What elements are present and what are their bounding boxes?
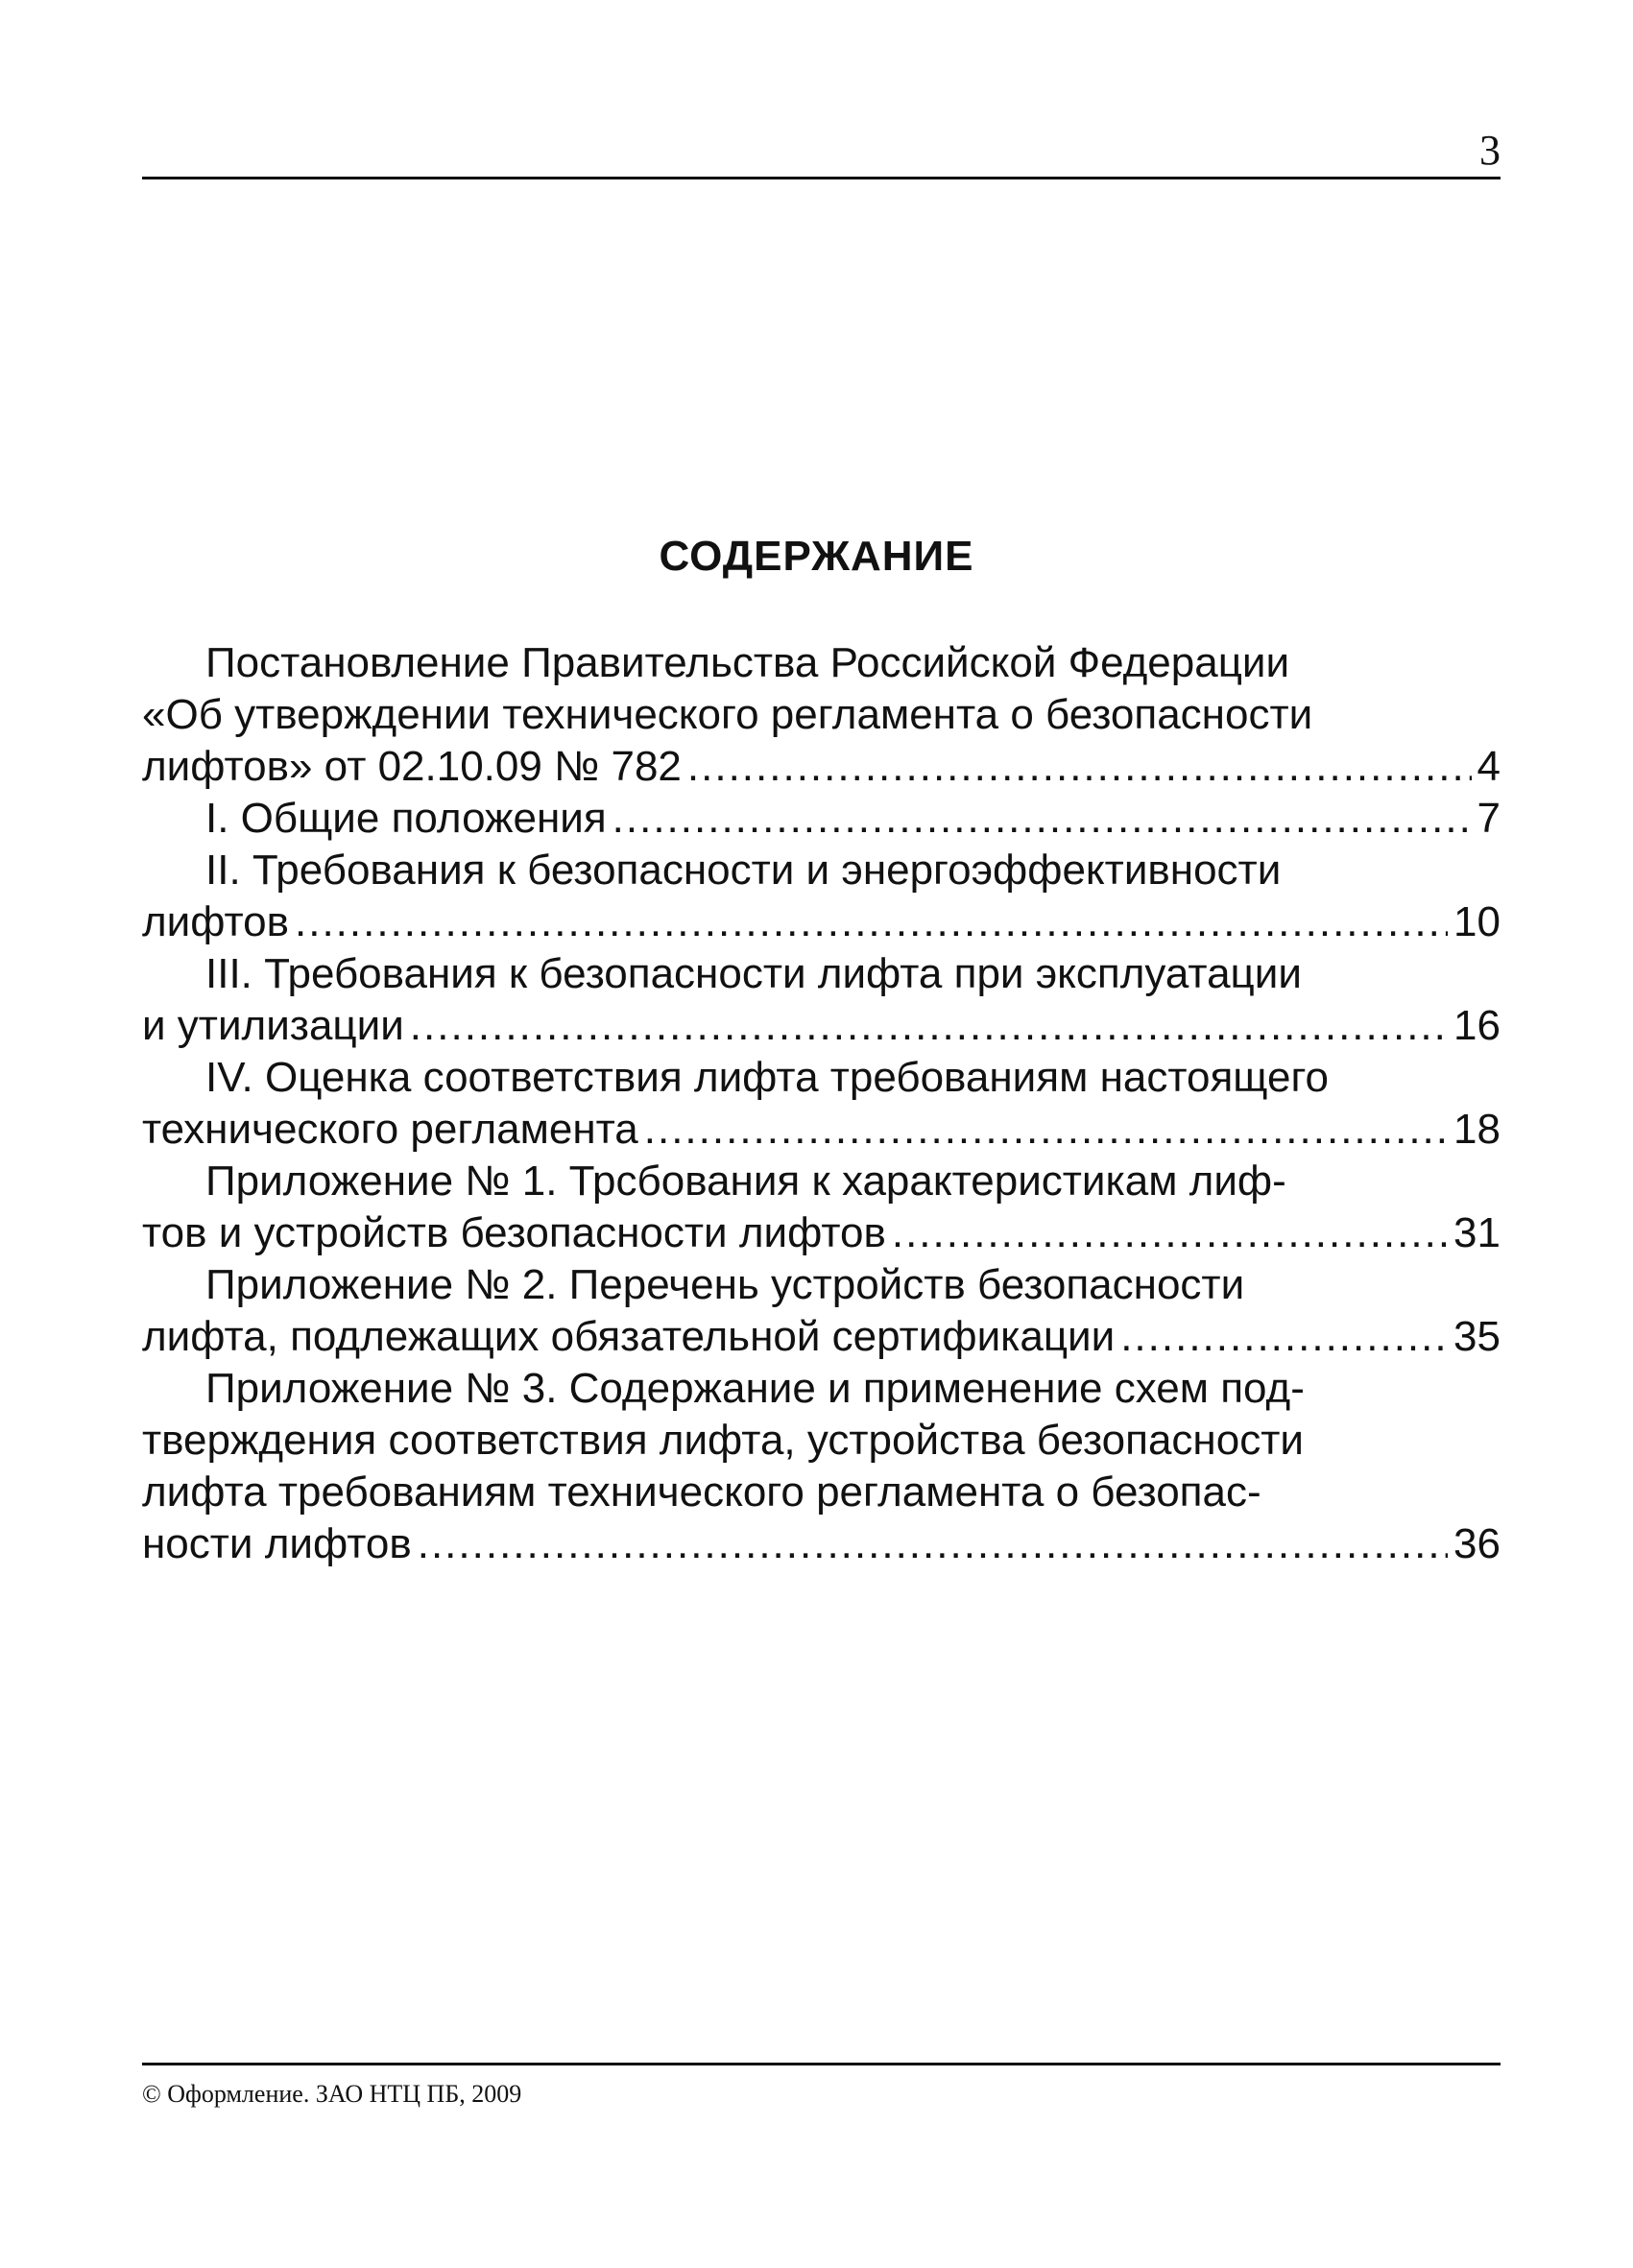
toc-entry-last-line: [142, 793, 1501, 845]
toc-entry-last-line: [142, 1518, 1501, 1570]
dot-leader: [644, 1104, 1448, 1156]
toc-entry-text-line: тверждения соответствия лифта, устройства безопасности: [142, 1417, 1304, 1464]
toc-entry-last-line: [142, 1311, 1501, 1363]
toc-entry-last-line: [142, 741, 1501, 793]
dot-leader: [687, 741, 1472, 793]
toc-page-number: 36: [1453, 1520, 1501, 1567]
toc-entry-last-line: [142, 1104, 1501, 1156]
toc-entry-appendix-1[interactable]: [142, 1156, 1501, 1259]
toc-entry-text-line: технического регламента: [142, 1106, 638, 1153]
toc-entry-appendix-2[interactable]: [142, 1259, 1501, 1363]
toc-entry-text-line: I. Общие положения: [205, 795, 607, 842]
toc-entry-text-line: II. Требования к безопасности и энергоэффективности: [205, 847, 1282, 894]
toc-entry-text-line: лифта, подлежащих обязательной сертификации: [142, 1313, 1116, 1360]
toc-entry-resolution[interactable]: [142, 637, 1501, 793]
toc-entry-last-line: [142, 896, 1501, 948]
toc-page-number: 4: [1477, 743, 1501, 790]
footer-copyright: © Оформление. ЗАО НТЦ ПБ, 2009: [142, 2080, 522, 2108]
page-number: 3: [1479, 127, 1501, 174]
toc-title: СОДЕРЖАНИЕ: [659, 533, 974, 580]
header-rule: [142, 177, 1501, 179]
toc-entry-text-line: и утилизации: [142, 1002, 404, 1049]
dot-leader: [1120, 1311, 1448, 1363]
toc-page-number: 35: [1453, 1313, 1501, 1360]
toc-entry-text-line: тов и устройств безопасности лифтов: [142, 1209, 886, 1256]
dot-leader: [892, 1207, 1448, 1259]
toc-entry-section-3[interactable]: [142, 948, 1501, 1052]
toc-entry-text-line: III. Требования к безопасности лифта при эксплуатации: [205, 950, 1302, 997]
dot-leader: [410, 1000, 1448, 1052]
toc-page-number: 31: [1453, 1209, 1501, 1256]
toc-page-number: 16: [1453, 1002, 1501, 1049]
toc-page-number: 18: [1453, 1106, 1501, 1153]
toc-entry-last-line: [142, 1000, 1501, 1052]
toc-entry-section-1[interactable]: [142, 793, 1501, 845]
toc-entry-section-4[interactable]: [142, 1052, 1501, 1156]
toc-page-number: 7: [1477, 795, 1501, 842]
toc-entry-text-line: Приложение № 3. Содержание и применение схем под-: [205, 1365, 1305, 1412]
footer-rule: [142, 2063, 1501, 2065]
toc-entry-text-line: «Об утверждении технического регламента о безопасности: [142, 691, 1313, 738]
toc-entry-text-line: ности лифтов: [142, 1520, 412, 1567]
toc-entry-text-line: Приложение № 1. Трсбования к характеристикам лиф-: [205, 1158, 1286, 1205]
table-of-contents: [142, 637, 1501, 1570]
toc-entry-text-line: лифта требованиям технического регламента о безопас-: [142, 1468, 1261, 1516]
dot-leader: [418, 1518, 1448, 1570]
toc-entry-text-line: Приложение № 2. Перечень устройств безопасности: [205, 1261, 1245, 1308]
dot-leader: [612, 793, 1472, 845]
toc-entry-text-line: IV. Оценка соответствия лифта требованиям настоящего: [205, 1054, 1330, 1101]
toc-entry-last-line: [142, 1207, 1501, 1259]
toc-entry-section-2[interactable]: [142, 845, 1501, 948]
toc-page-number: 10: [1453, 898, 1501, 945]
toc-entry-text-line: лифтов» от 02.10.09 № 782: [142, 743, 682, 790]
toc-entry-text-line: Постановление Правительства Российской Федерации: [205, 639, 1290, 686]
toc-entry-appendix-3[interactable]: [142, 1363, 1501, 1570]
toc-entry-text-line: лифтов: [142, 898, 289, 945]
dot-leader: [295, 896, 1448, 948]
